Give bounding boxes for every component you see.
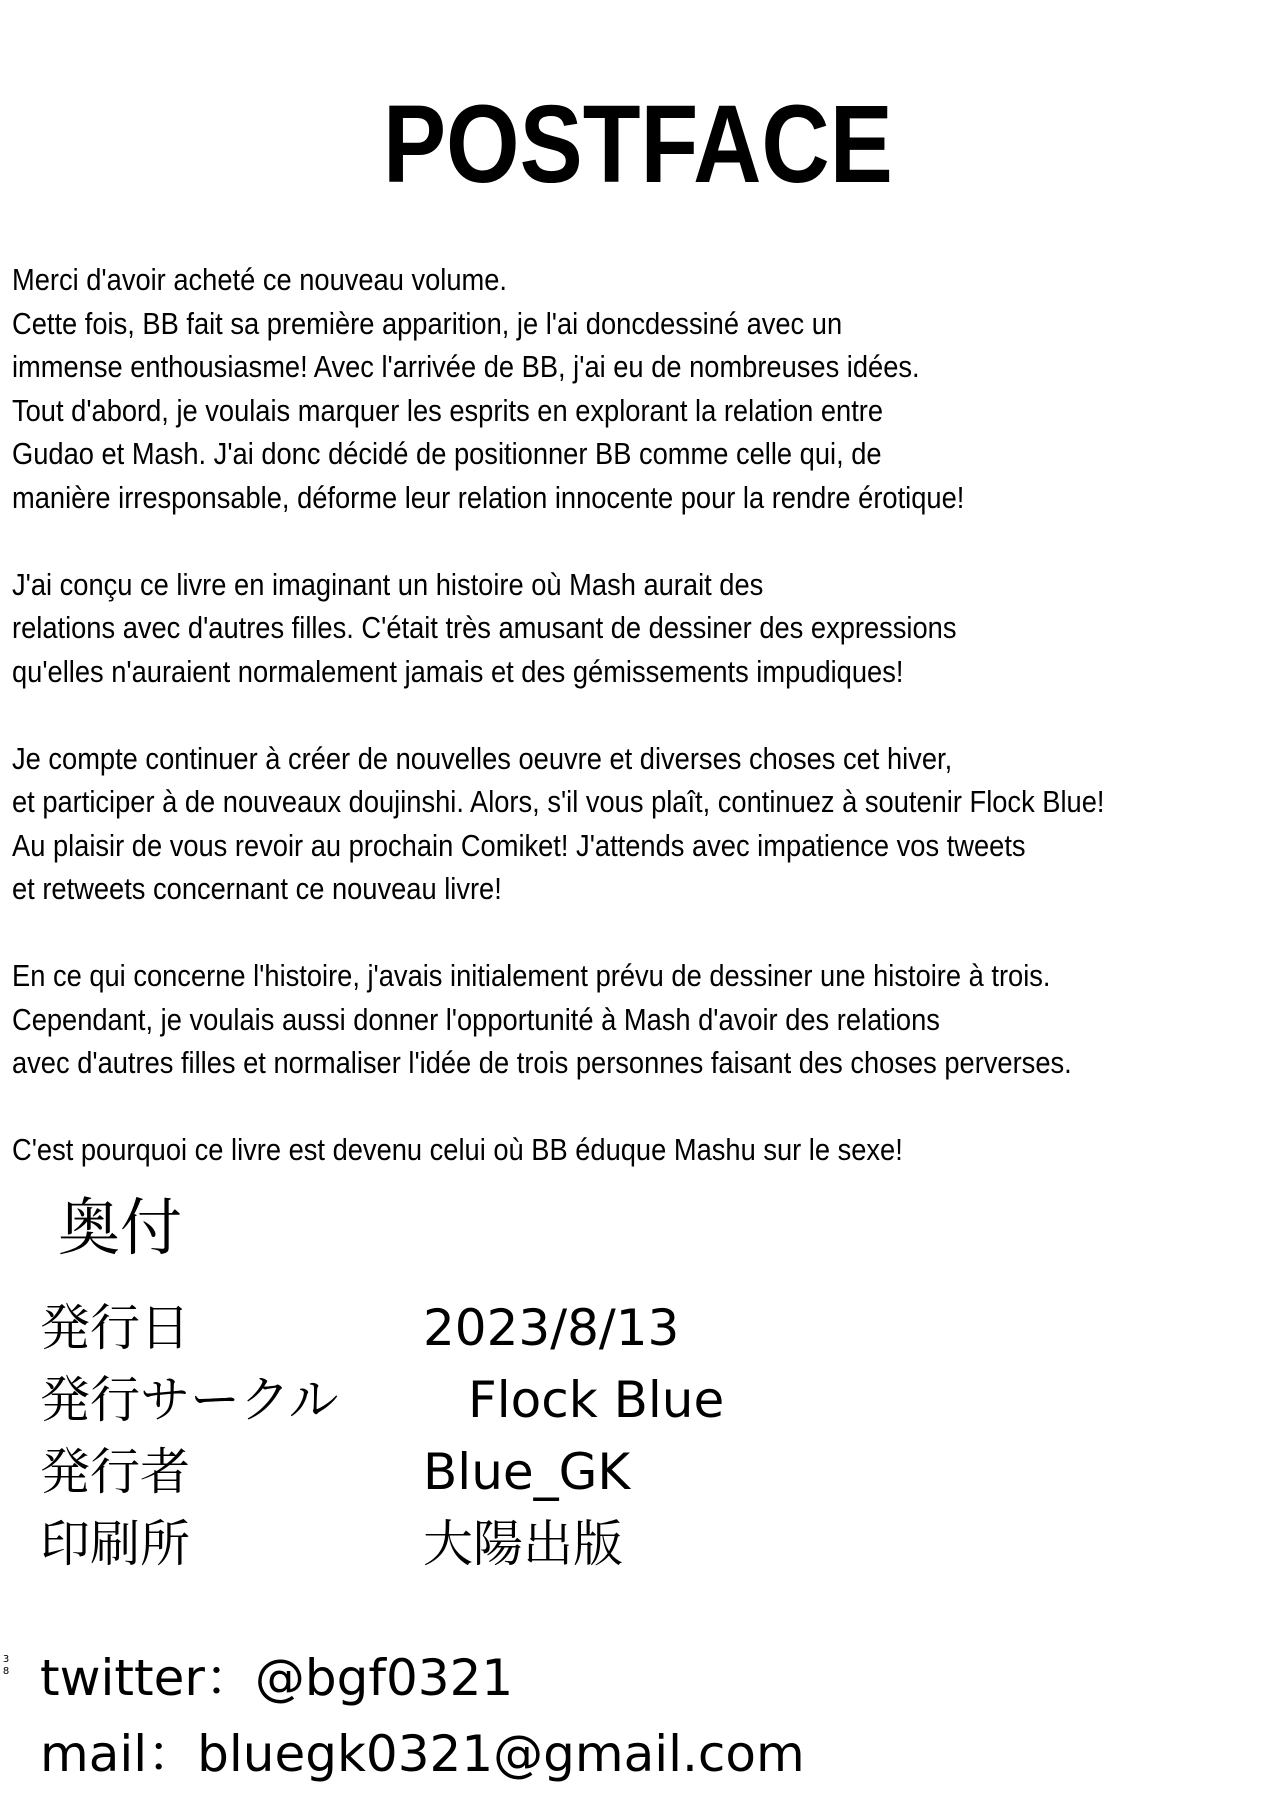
paragraph-line: Au plaisir de vous revoir au prochain Comiket! J'attends avec impatience vos tweets bbox=[12, 827, 1026, 863]
paragraph-line: Cette fois, BB fait sa première apparition, je l'ai doncdessiné avec un bbox=[12, 305, 843, 341]
paragraph-line: manière irresponsable, déforme leur relation innocente pour la rendre érotique! bbox=[12, 479, 965, 515]
paragraph-line: Je compte continuer à créer de nouvelles oeuvre et diverses choses cet hiver, bbox=[12, 740, 953, 776]
page-number bbox=[0, 1654, 12, 1678]
paragraph-gap bbox=[12, 911, 1272, 955]
colophon-heading: 奥付 bbox=[58, 1191, 183, 1264]
paragraph-line: et retweets concernant ce nouveau livre! bbox=[12, 871, 502, 906]
paragraph-gap bbox=[12, 693, 1272, 737]
paragraph-line: Merci d'avoir acheté ce nouveau volume. bbox=[12, 262, 507, 297]
paragraph-line: En ce qui concerne l'histoire, j'avais initialement prévu de dessiner une histoire à trois. bbox=[12, 958, 1051, 993]
colophon-key: 発行者 bbox=[40, 1443, 190, 1501]
paragraph-gap bbox=[12, 519, 1272, 563]
colophon-value: 2023/8/13 bbox=[423, 1299, 680, 1357]
paragraph-gap bbox=[12, 1085, 1272, 1129]
colophon-value: Flock Blue bbox=[468, 1371, 725, 1429]
colophon-value: 大陽出版 bbox=[423, 1515, 623, 1573]
paragraph-line: qu'elles n'auraient normalement jamais et des gémissements impudiques! bbox=[12, 653, 904, 689]
paragraph-line: immense enthousiasme! Avec l'arrivée de BB, j'ai eu de nombreuses idées. bbox=[12, 349, 920, 384]
twitter-handle: twitter：@bgf0321 bbox=[40, 1649, 514, 1707]
page-number-digit: 3 bbox=[2, 1654, 10, 1665]
colophon-value: Blue_GK bbox=[423, 1443, 631, 1501]
paragraph-line: J'ai conçu ce livre en imaginant un histoire où Mash aurait des bbox=[12, 566, 764, 602]
colophon-key: 発行日 bbox=[40, 1299, 190, 1357]
paragraph-line: Gudao et Mash. J'ai donc décidé de positionner BB comme celle qui, de bbox=[12, 436, 882, 471]
paragraph-line: C'est pourquoi ce livre est devenu celui où BB éduque Mashu sur le sexe! bbox=[12, 1132, 903, 1167]
paragraph-line: relations avec d'autres filles. C'était très amusant de dessiner des expressions bbox=[12, 610, 957, 645]
colophon-key: 発行サークル bbox=[40, 1371, 339, 1429]
page-number-digit: 8 bbox=[2, 1666, 10, 1677]
postface-body bbox=[12, 258, 1272, 1172]
contact-info bbox=[40, 1640, 805, 1792]
paragraph-line: avec d'autres filles et normaliser l'idée de trois personnes faisant des choses perverses. bbox=[12, 1045, 1072, 1080]
page-title: POSTFACE bbox=[382, 83, 893, 206]
paragraph-line: Cependant, je voulais aussi donner l'opportunité à Mash d'avoir des relations bbox=[12, 1001, 940, 1037]
mail-address: mail：bluegk0321@gmail.com bbox=[40, 1725, 805, 1783]
paragraph-line: et participer à de nouveaux doujinshi. Alors, s'il vous plaît, continuez à soutenir Flock Blue! bbox=[12, 784, 1105, 819]
paragraph-line: Tout d'abord, je voulais marquer les esprits en explorant la relation entre bbox=[12, 392, 884, 428]
colophon-key: 印刷所 bbox=[40, 1515, 190, 1573]
